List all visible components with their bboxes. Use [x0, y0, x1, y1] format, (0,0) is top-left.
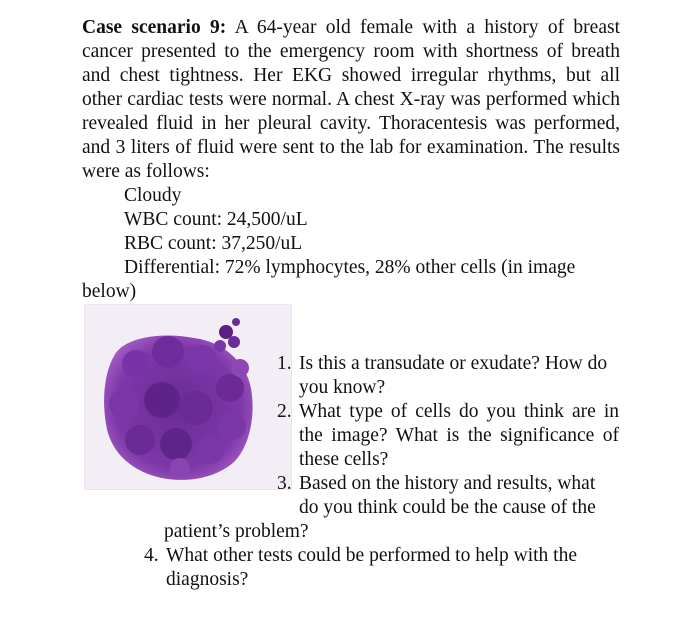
question-3-continuation: patient’s problem? [164, 521, 309, 542]
result-appearance: Cloudy [124, 185, 182, 206]
result-differential [82, 256, 620, 304]
differential-line-2: below) [82, 281, 137, 302]
question-4 [144, 544, 620, 592]
question-number: 4. [144, 545, 159, 566]
question-number: 2. [277, 401, 292, 422]
question-text: What other tests could be performed to help with the diagnosis? [166, 545, 578, 590]
question-text: Based on the history and results, what do you think could be the cause of the [299, 473, 596, 518]
case-title: Case scenario 9: [82, 17, 227, 38]
cell-cluster-micrograph [84, 304, 292, 490]
cell-cluster-image [84, 304, 292, 490]
question-2 [277, 400, 619, 472]
differential-line-1: Differential: 72% lymphocytes, 28% other cells (in image [124, 257, 576, 278]
result-wbc: WBC count: 24,500/uL [124, 209, 308, 230]
question-number: 1. [277, 353, 292, 374]
lab-results [124, 184, 308, 256]
question-text: What type of cells do you think are in the image? What is the significance of these cells? [299, 401, 619, 470]
question-text: Is this a transudate or exudate? How do you know? [299, 353, 608, 398]
case-intro [82, 16, 620, 184]
case-description: A 64-year old female with a history of breast cancer presented to the emergency room with shortness of breath and chest tightness. Her EKG showed irregular rhythms, but all other cardiac tests were normal. A chest X-ray was performed which revealed fluid in her pleural cavity. Thoracentesis was performed, and 3 liters of fluid were sent to the lab for examination. The results were as follows: [82, 17, 620, 182]
question-number: 3. [277, 473, 292, 494]
result-rbc: RBC count: 37,250/uL [124, 233, 303, 254]
question-1 [277, 352, 619, 400]
question-3 [277, 472, 619, 520]
